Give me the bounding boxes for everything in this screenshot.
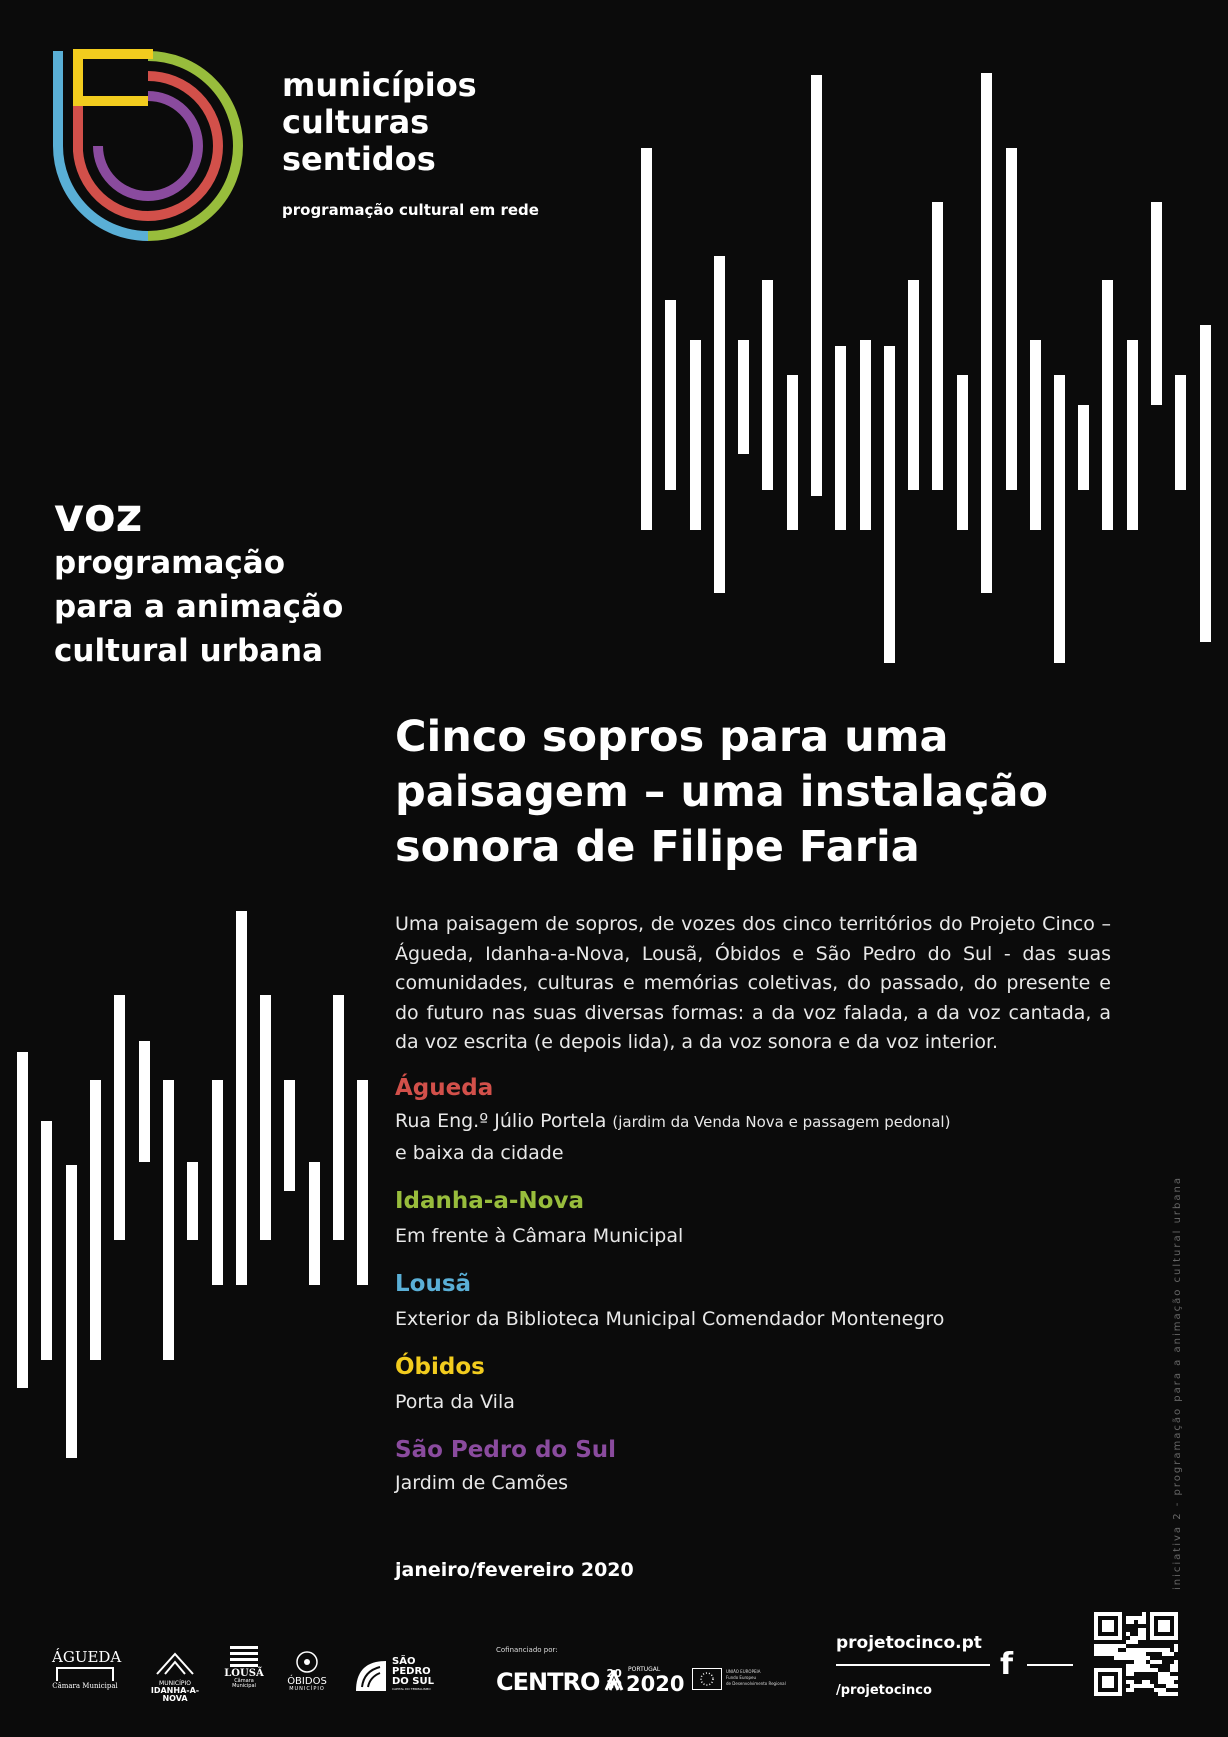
facebook-handle-link[interactable]: /projetocinco	[836, 1683, 932, 1698]
idanha-logo-name: IDANHA-A-NOVA	[150, 1686, 200, 1703]
centro-logo-text: CENTRO	[496, 1668, 600, 1696]
waveform-bar	[90, 1080, 101, 1360]
waveform-bar	[17, 1052, 28, 1388]
waveform-bar	[284, 1080, 295, 1191]
waveform-bar	[690, 340, 701, 530]
location-name-obidos: Óbidos	[395, 1354, 485, 1380]
event-date: janeiro/fevereiro 2020	[395, 1559, 634, 1581]
lousa-emblem-icon	[230, 1643, 258, 1667]
agueda-logo	[52, 1648, 122, 1690]
waveform-bar	[908, 280, 919, 490]
waveform-bar	[1200, 325, 1211, 642]
agueda-logo-name: ÁGUEDA	[52, 1648, 122, 1666]
location-address-lousa: Exterior da Biblioteca Municipal Comendador Montenegro	[395, 1308, 945, 1330]
cinco-logo	[48, 46, 248, 246]
waveform-bar	[41, 1121, 52, 1360]
obidos-logo-name: ÓBIDOS	[287, 1676, 327, 1687]
series-line-3: cultural urbana	[54, 633, 324, 669]
eu-fund-line-2: Fundo Europeu	[726, 1675, 757, 1680]
location-address-sao-pedro: Jardim de Camões	[395, 1472, 569, 1494]
portugal-2020-emblem-icon	[604, 1667, 624, 1692]
lousa-logo-sub: Câmara Municipal	[232, 1678, 256, 1689]
event-title-line-1: Cinco sopros para uma	[395, 712, 949, 762]
building-icon	[56, 1667, 114, 1681]
location-name-idanha: Idanha-a-Nova	[395, 1188, 584, 1214]
brand-line-1: municípios	[282, 66, 477, 104]
idanha-emblem-icon	[153, 1650, 197, 1678]
event-title-line-3: sonora de Filipe Faria	[395, 822, 920, 872]
lousa-logo-name: LOUSÃ	[224, 1668, 264, 1679]
location-name-agueda: Águeda	[395, 1075, 494, 1101]
location-address-agueda-main: Rua Eng.º Júlio Portela	[395, 1110, 607, 1132]
waveform-bar	[714, 256, 725, 593]
waveform-bar	[1006, 148, 1017, 490]
idanha-logo-pre: MUNICÍPIO	[159, 1680, 191, 1687]
centro-logo-year-bottom: 20	[606, 1678, 622, 1691]
waveform-bar	[1151, 202, 1162, 405]
location-address-agueda-line2: e baixa da cidade	[395, 1142, 564, 1164]
waveform-bar	[1175, 375, 1186, 490]
side-credit: iniciativa 2 - programação para a animação cultural urbana	[1172, 1176, 1183, 1590]
eu-flag-icon	[692, 1668, 722, 1690]
waveform-bar	[738, 340, 749, 454]
brand-subtitle: programação cultural em rede	[282, 201, 539, 219]
waveform-bar	[114, 995, 125, 1240]
series-line-2: para a animação	[54, 589, 344, 625]
website-link[interactable]: projetocinco.pt	[836, 1633, 982, 1653]
waveform-bar	[787, 375, 798, 530]
divider-right	[1027, 1664, 1073, 1666]
waveform-bar	[981, 73, 992, 593]
eu-fund-line-3: de Desenvolvimento Regional	[726, 1681, 786, 1686]
waveform-bar	[957, 375, 968, 530]
location-name-lousa: Lousã	[395, 1271, 472, 1297]
waveform-bar	[1102, 280, 1113, 530]
waveform-bar	[932, 202, 943, 490]
waveform-bar	[811, 75, 822, 496]
waveform-bar	[1054, 375, 1065, 663]
waveform-bar	[212, 1080, 223, 1285]
agueda-logo-sub: Câmara Municipal	[52, 1682, 118, 1690]
event-description: Uma paisagem de sopros, de vozes dos cinco territórios do Projeto Cinco – Águeda, Idanha-a-Nova, Lousã, Óbidos e São Pedro do Sul - das suas comunidades, culturas e memórias coletivas, do passado, do presente e do futuro nas suas diversas formas: a da voz falada, a da voz cantada, a da voz escrita (e depois lida), a da voz sonora e da voz interior.	[395, 913, 1111, 1053]
event-title-line-2: paisagem – uma instalação	[395, 767, 1049, 817]
obidos-emblem-icon	[295, 1650, 319, 1674]
waveform-bar	[163, 1080, 174, 1360]
sao-pedro-logo-sub: CAPITAL DO TERMALISMO	[392, 1687, 431, 1691]
obidos-logo-sub: MUNICÍPIO	[289, 1686, 325, 1692]
waveform-bar	[1078, 405, 1089, 490]
waveform-bar	[357, 1080, 368, 1285]
waveform-bar	[260, 995, 271, 1240]
waveform-bar	[884, 346, 895, 663]
waveform-bar	[333, 995, 344, 1240]
waveform-bar	[641, 148, 652, 530]
portugal-2020-year: 2020	[626, 1672, 685, 1696]
waveform-bar	[139, 1041, 150, 1162]
sao-pedro-logo	[354, 1657, 444, 1697]
waveform-bar	[835, 346, 846, 530]
sao-pedro-logo-line-1: SÃO	[392, 1656, 416, 1667]
brand-line-2: culturas	[282, 103, 430, 141]
location-name-sao-pedro: São Pedro do Sul	[395, 1437, 617, 1463]
lousa-logo	[224, 1643, 264, 1689]
qr-code[interactable]	[1094, 1612, 1178, 1696]
idanha-logo	[140, 1650, 210, 1703]
portugal-2020-small: PORTUGAL	[628, 1666, 661, 1673]
waveform-bar	[309, 1162, 320, 1285]
sao-pedro-emblem-icon	[354, 1659, 388, 1693]
sao-pedro-logo-line-3: DO SUL	[392, 1676, 434, 1687]
cofinanced-label: Cofinanciado por:	[496, 1646, 558, 1654]
brand-line-3: sentidos	[282, 140, 436, 178]
waveform-bar	[187, 1162, 198, 1240]
location-address-agueda-note: (jardim da Venda Nova e passagem pedonal)	[612, 1113, 951, 1131]
eu-fund-line-1: UNIÃO EUROPEIA	[726, 1669, 761, 1674]
facebook-icon[interactable]: f	[1000, 1647, 1014, 1682]
series-title: voz	[54, 488, 143, 542]
waveform-bar	[762, 280, 773, 490]
location-address-agueda	[395, 1110, 950, 1132]
waveform-bar	[66, 1165, 77, 1458]
centro-logo-year-top: 20	[606, 1667, 622, 1680]
series-line-1: programação	[54, 545, 285, 581]
waveform-bar	[1030, 340, 1041, 530]
obidos-logo	[282, 1650, 332, 1692]
sao-pedro-logo-line-2: PEDRO	[392, 1666, 431, 1677]
waveform-bar	[1127, 340, 1138, 530]
location-address-idanha: Em frente à Câmara Municipal	[395, 1225, 684, 1247]
location-address-obidos: Porta da Vila	[395, 1391, 515, 1413]
centro-2020-logo	[496, 1668, 622, 1696]
waveform-bar	[665, 300, 676, 490]
eu-fund-logo	[692, 1668, 786, 1692]
divider-left	[836, 1664, 990, 1666]
waveform-bar	[860, 340, 871, 530]
waveform-bar	[236, 911, 247, 1285]
